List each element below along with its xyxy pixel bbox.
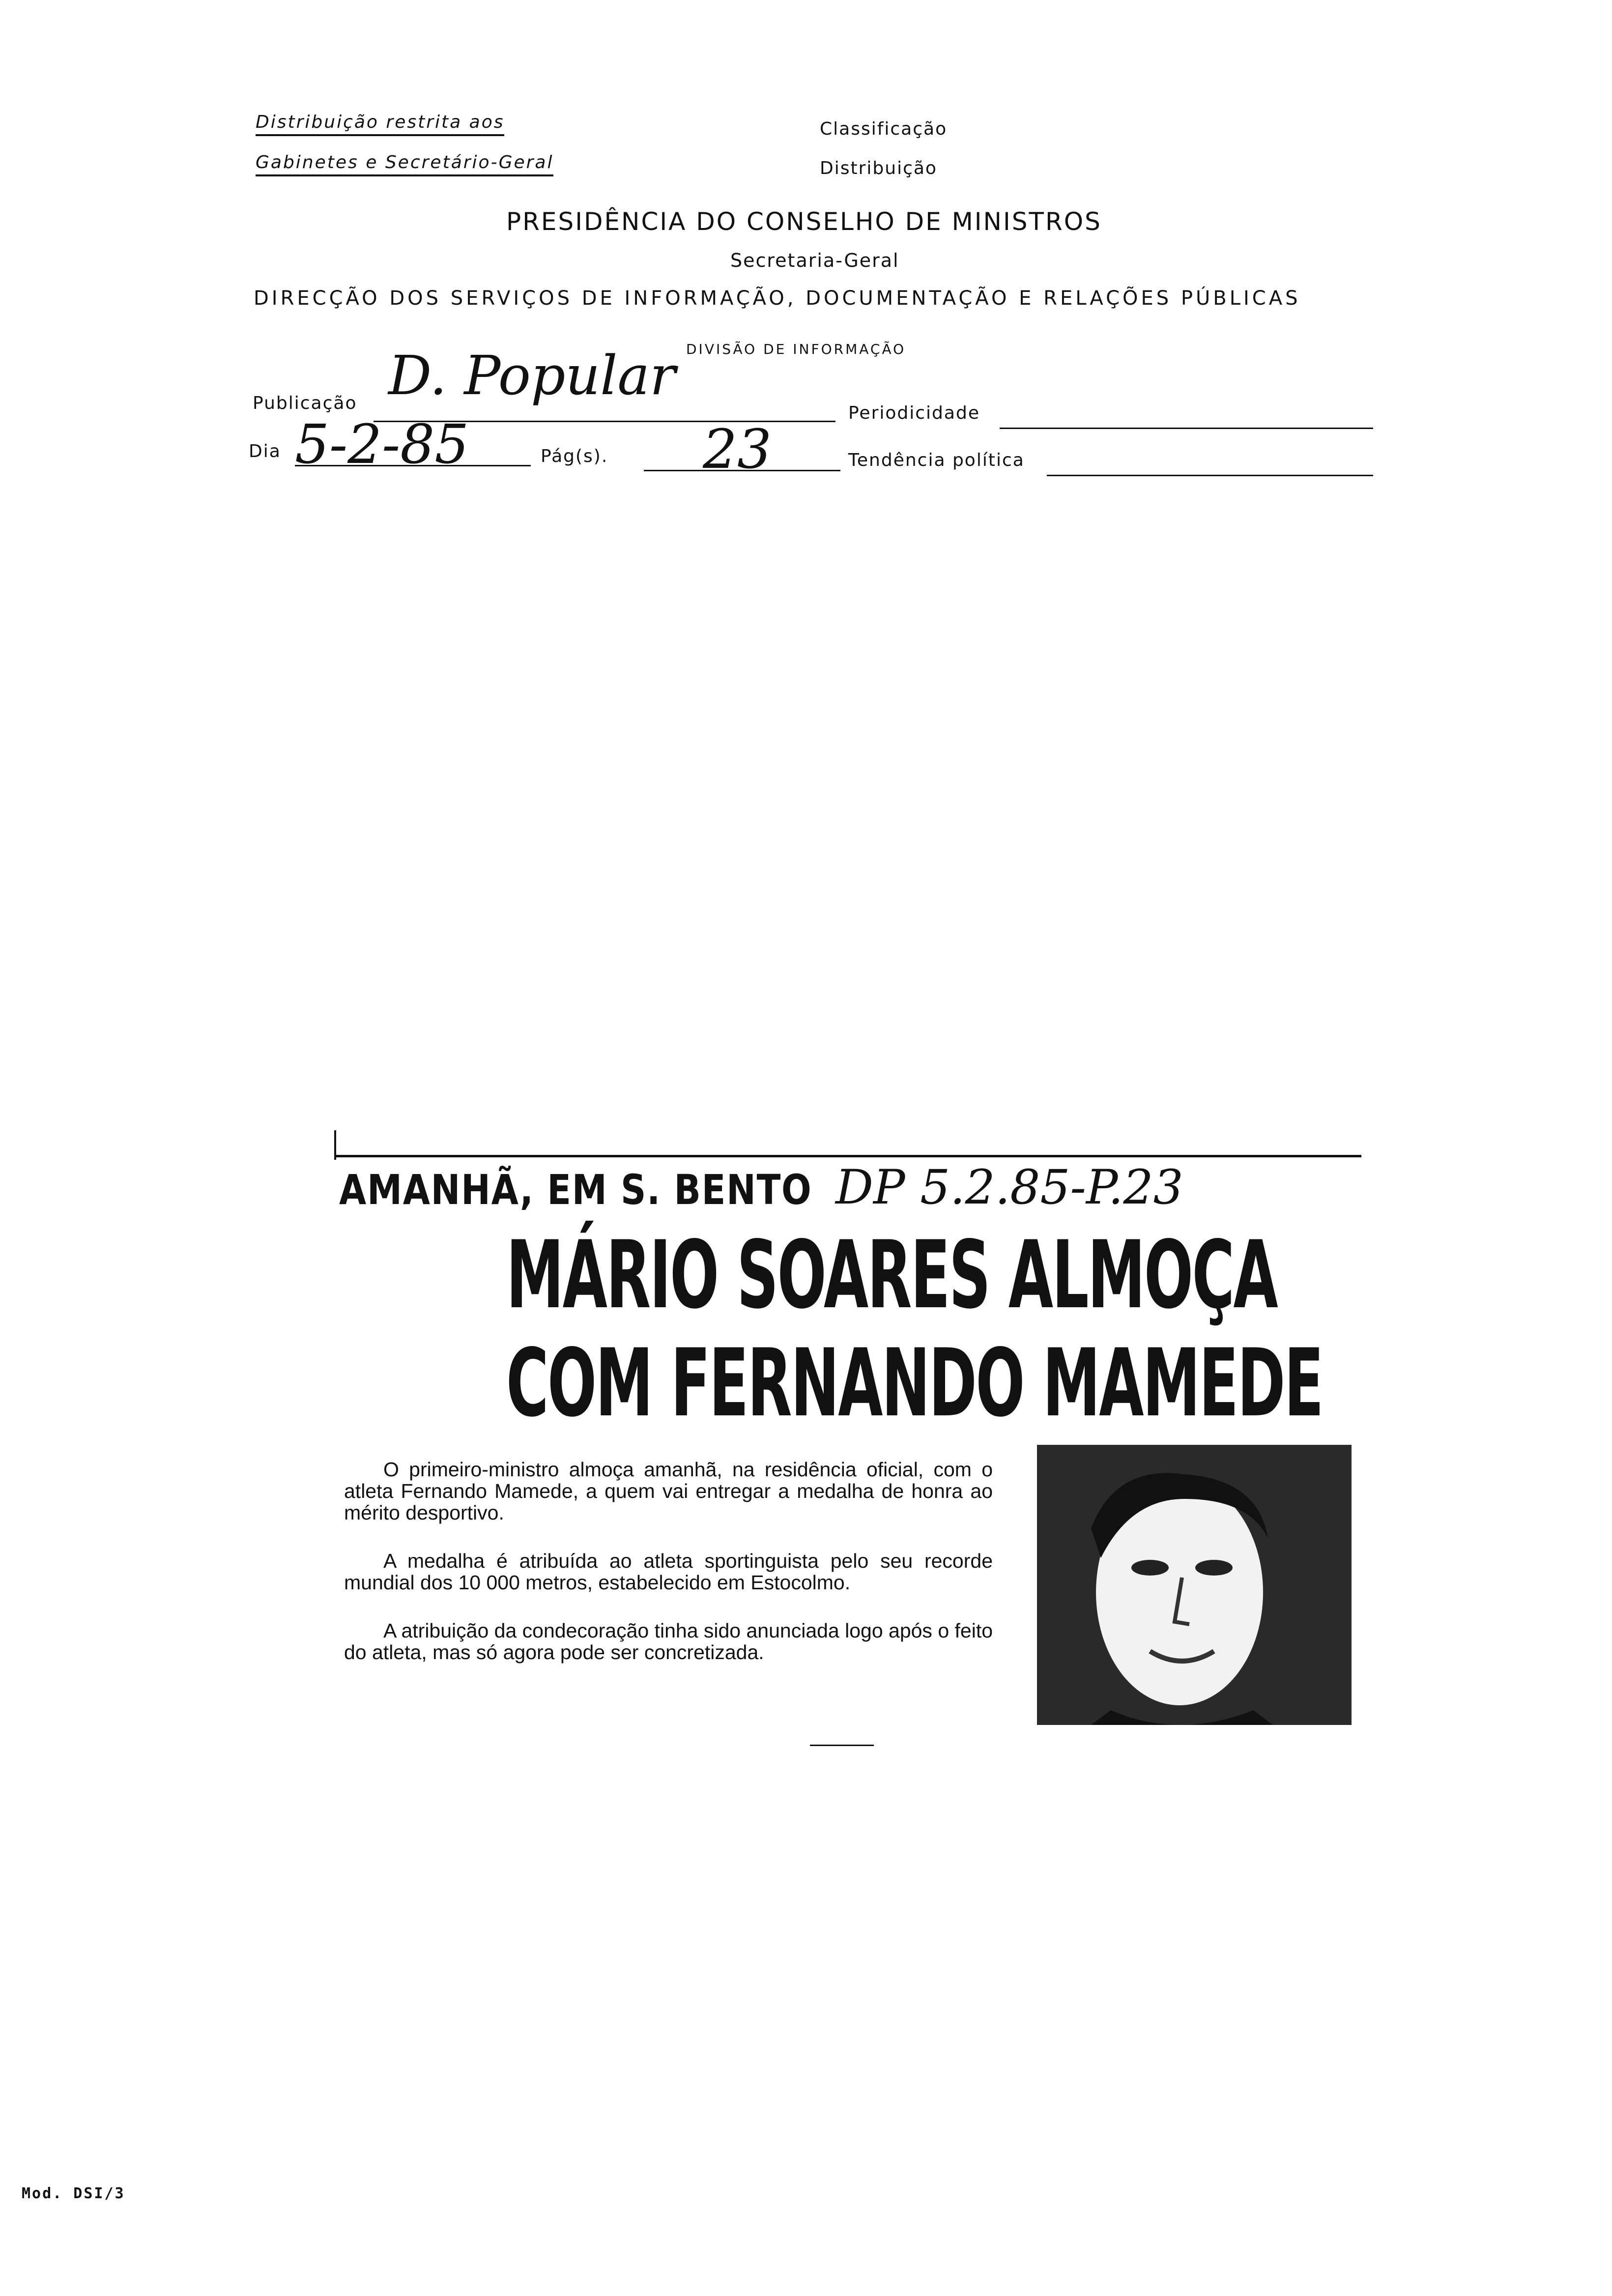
distribution-restriction-line1: Distribuição restrita aos xyxy=(256,112,504,136)
ministry-title: PRESIDÊNCIA DO CONSELHO DE MINISTROS xyxy=(506,207,1102,236)
dia-label: Dia xyxy=(249,441,281,461)
athlete-portrait-image xyxy=(1037,1445,1352,1725)
secretaria-geral: Secretaria-Geral xyxy=(730,250,899,271)
clipping-kicker: AMANHÃ, EM S. BENTO xyxy=(339,1166,812,1214)
model-code: Mod. DSI/3 xyxy=(22,2185,125,2202)
clipping-corner-mark xyxy=(334,1130,336,1160)
athlete-photo xyxy=(1037,1445,1352,1725)
article-end-rule xyxy=(810,1745,874,1746)
periodicidade-label: Periodicidade xyxy=(848,403,980,423)
headline-line2: COM FERNANDO MAMEDE xyxy=(506,1329,1323,1437)
headline-line1: MÁRIO SOARES ALMOÇA xyxy=(506,1221,1277,1329)
clipping-top-rule xyxy=(334,1155,1361,1157)
publicacao-handwritten: D. Popular xyxy=(388,344,676,407)
pags-label: Pág(s). xyxy=(541,446,608,466)
distribution-restriction-line2: Gabinetes e Secretário-Geral xyxy=(256,152,553,176)
dia-handwritten: 5-2-85 xyxy=(295,413,469,476)
tendencia-label: Tendência política xyxy=(848,450,1025,470)
classificacao-label: Classificação xyxy=(820,119,948,139)
divisao-title: DIVISÃO DE INFORMAÇÃO xyxy=(686,341,906,357)
tendencia-line xyxy=(1047,475,1373,476)
article-body xyxy=(344,1459,993,1690)
pags-handwritten: 23 xyxy=(703,418,772,481)
handwritten-reference: DP 5.2.85-P.23 xyxy=(835,1160,1183,1215)
distribuicao-label: Distribuição xyxy=(820,158,937,178)
direccao-title: DIRECÇÃO DOS SERVIÇOS DE INFORMAÇÃO, DOCUMENTAÇÃO E RELAÇÕES PÚBLICAS xyxy=(254,287,1301,310)
periodicidade-line xyxy=(1000,428,1373,429)
article-paragraph-3: A atribuição da condecoração tinha sido anunciada logo após o feito do atleta, mas só agora pode ser concretizada. xyxy=(344,1619,993,1664)
publicacao-label: Publicação xyxy=(253,393,357,413)
article-paragraph-1: O primeiro-ministro almoça amanhã, na residência oficial, com o atleta Fernando Mamede, a quem vai entregar a medalha de honra ao mérito desportivo. xyxy=(344,1458,993,1524)
article-paragraph-2: A medalha é atribuída ao atleta sportinguista pelo seu recorde mundial dos 10 000 metros, estabelecido em Estocolmo. xyxy=(344,1550,993,1594)
